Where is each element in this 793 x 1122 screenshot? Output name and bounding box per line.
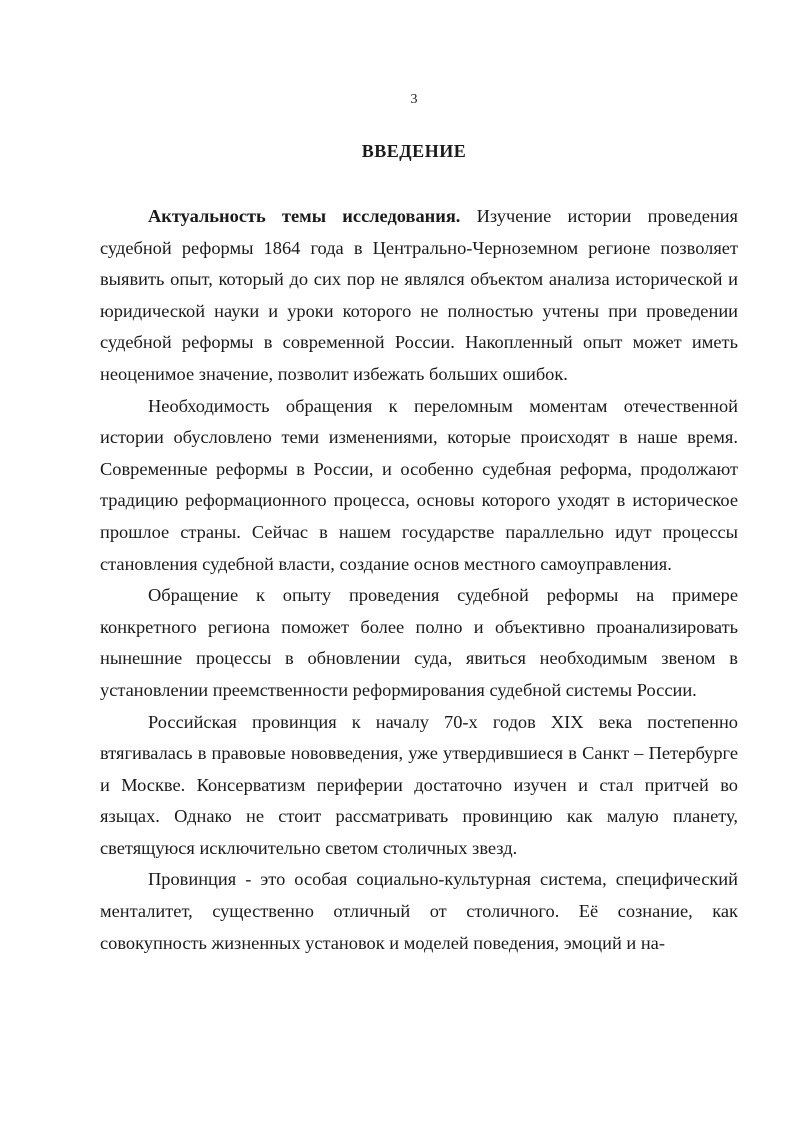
paragraph: Необходимость обращения к переломным моментам отечественной истории обусловлено теми изменениями, которые происходят в наше время. Современные реформы в России, и особенно судебная реформа, продолжают традицию реформационного процесса, основы которого уходят в историческое прошлое страны. Сейчас в нашем государстве параллельно идут процессы становления судебной власти, создание основ местного самоуправления.	[100, 395, 738, 574]
paragraph: Обращение к опыту проведения судебной реформы на примере конкретного региона поможет более полно и объективно проанализировать нынешние процессы в обновлении суда, явиться необходимым звеном в установлении преемственности реформирования судебной системы России.	[100, 585, 738, 700]
paragraph-relevance	[100, 201, 738, 391]
paragraph: Российская провинция к началу 70-х годов XIX века постепенно втягивалась в правовые нововведения, уже утвердившиеся в Санкт – Петербурге и Москве. Консерватизм периферии достаточно изучен и стал притчей во языцах. Однако не стоит рассматривать провинцию как малую планету, светящуюся исключительно светом столичных звезд.	[100, 711, 738, 858]
page-number: 3	[410, 92, 418, 107]
body-text	[100, 201, 738, 959]
paragraph-lead: Актуальность темы исследования.	[148, 206, 461, 226]
page-title: ВВЕДЕНИЕ	[361, 141, 467, 161]
paragraph-text: Изучение истории проведения судебной реформы 1864 года в Центрально-Черноземном регионе позволяет выявить опыт, который до сих пор не являлся объектом анализа исторической и юридической науки и уроки которого не полностью учтены при проведении судебной реформы в современной России. Накопленный опыт может иметь неоценимое значение, позволит избежать больших ошибок.	[100, 206, 739, 384]
paragraph: Провинция - это особая социально-культурная система, специфический менталитет, существенно отличный от столичного. Её сознание, как совокупность жизненных установок и моделей поведения, эмоций и на-	[100, 869, 738, 953]
